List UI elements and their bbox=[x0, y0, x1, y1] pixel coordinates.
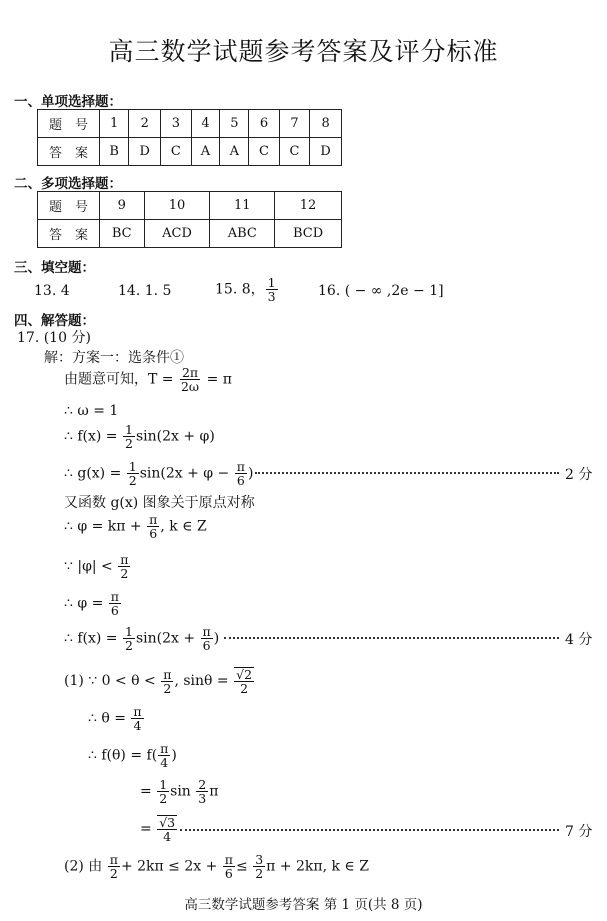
solution-plan: 解：方案一：选条件① bbox=[44, 350, 184, 366]
formula-line bbox=[64, 667, 255, 695]
fraction-numerator: 1 bbox=[159, 777, 168, 792]
fraction bbox=[266, 276, 278, 303]
fraction bbox=[157, 778, 169, 805]
formula-text: ) bbox=[171, 747, 177, 764]
formula-text: ∵ |φ| < bbox=[64, 558, 113, 575]
table-header-cell: 题 号 bbox=[38, 110, 100, 138]
formula-line bbox=[64, 590, 122, 617]
fraction bbox=[147, 513, 159, 540]
formula-line: ∴ ω = 1 bbox=[64, 403, 119, 419]
fraction-numerator: √3 bbox=[159, 815, 176, 830]
table-cell: C bbox=[161, 138, 191, 166]
table-cell: BC bbox=[100, 220, 145, 248]
section-single-choice-heading: 一、单项选择题： bbox=[14, 94, 122, 110]
formula-line bbox=[64, 423, 215, 450]
fraction-denominator: 6 bbox=[236, 473, 245, 489]
fraction-denominator: 2 bbox=[128, 473, 137, 489]
formula-text: ∴ g(x) = bbox=[64, 465, 122, 482]
formula-text: ∴ f(x) = bbox=[64, 630, 118, 647]
section-solutions-heading: 四、解答题： bbox=[14, 313, 95, 329]
formula-line bbox=[64, 853, 369, 880]
question-17-label: 17. (10 分) bbox=[17, 330, 91, 346]
formula-line bbox=[88, 742, 177, 769]
table-cell: 4 bbox=[191, 110, 220, 138]
formula-text: ) bbox=[213, 630, 220, 647]
table-row bbox=[38, 110, 342, 138]
formula-text: sin bbox=[170, 783, 191, 800]
fraction bbox=[161, 668, 173, 695]
fraction bbox=[223, 853, 235, 880]
fraction-numerator: π bbox=[110, 589, 120, 604]
formula-line bbox=[140, 778, 218, 805]
formula-line bbox=[64, 513, 207, 540]
fraction bbox=[131, 705, 143, 732]
formula-text: ∴ φ = kπ + bbox=[64, 518, 142, 535]
answer-16: 16. ( − ∞ ,2e − 1] bbox=[318, 283, 444, 299]
formula-text: (1) ∵ 0 < θ < bbox=[64, 673, 156, 690]
fraction-denominator: 3 bbox=[198, 791, 207, 807]
table-cell: 2 bbox=[129, 110, 161, 138]
dotted-leader bbox=[224, 637, 559, 639]
fraction-denominator: 2 bbox=[125, 436, 133, 452]
formula-text: sin(2x + bbox=[135, 630, 196, 647]
fraction-numerator: 1 bbox=[125, 422, 133, 437]
formula-text: ) bbox=[247, 465, 254, 482]
fraction-numerator: 2π bbox=[181, 365, 199, 380]
fraction-denominator: 6 bbox=[149, 526, 158, 542]
fraction bbox=[157, 815, 177, 843]
fraction-denominator: 4 bbox=[163, 829, 172, 845]
table-cell: D bbox=[310, 138, 342, 166]
table-cell: 7 bbox=[279, 110, 309, 138]
formula-text: + 2kπ ≤ 2x + bbox=[120, 858, 218, 875]
answer-13: 13. 4 bbox=[34, 283, 70, 299]
fraction-denominator: 2 bbox=[109, 866, 118, 882]
fraction-numerator: π bbox=[160, 741, 169, 756]
table-cell: 10 bbox=[144, 192, 210, 220]
fraction-numerator: π bbox=[163, 666, 172, 682]
formula-line bbox=[64, 625, 219, 652]
table-row bbox=[38, 220, 342, 248]
table-cell: BCD bbox=[275, 220, 342, 248]
formula-text: π + 2kπ, k ∈ Z bbox=[266, 858, 369, 875]
fraction-numerator: 1 bbox=[267, 275, 276, 290]
fraction-denominator: 6 bbox=[202, 638, 211, 654]
table-cell: D bbox=[129, 138, 161, 166]
table-cell: C bbox=[279, 138, 309, 166]
answer-14: 14. 1. 5 bbox=[118, 283, 172, 299]
formula-text: = π bbox=[206, 371, 232, 388]
table-cell: 5 bbox=[220, 110, 249, 138]
formula-text: sin(2x + φ) bbox=[135, 428, 215, 445]
fraction-numerator: π bbox=[149, 512, 158, 527]
formula-text: 由题意可知，T = bbox=[64, 371, 174, 388]
fraction-denominator: 2 bbox=[159, 791, 168, 807]
fraction-numerator: π bbox=[109, 852, 118, 867]
fraction bbox=[196, 778, 208, 805]
fraction bbox=[118, 553, 130, 580]
table-cell: 11 bbox=[210, 192, 275, 220]
table-cell: 6 bbox=[249, 110, 279, 138]
fraction bbox=[253, 853, 265, 880]
table-cell: A bbox=[220, 138, 249, 166]
formula-text: = bbox=[140, 783, 152, 800]
single-choice-table bbox=[37, 109, 342, 166]
formula-text: = bbox=[140, 821, 152, 838]
table-cell: 1 bbox=[100, 110, 129, 138]
dotted-leader bbox=[255, 472, 559, 474]
formula-line bbox=[64, 460, 253, 487]
score-label: 4 分 bbox=[565, 632, 593, 648]
fraction-denominator: 3 bbox=[267, 289, 276, 305]
fraction-denominator: 6 bbox=[224, 866, 233, 882]
fraction-denominator: 2ω bbox=[180, 379, 200, 395]
fraction-denominator: 4 bbox=[133, 718, 142, 734]
page-footer: 高三数学试题参考答案 第 1 页(共 8 页) bbox=[184, 897, 423, 913]
answer-15 bbox=[215, 276, 279, 303]
fraction-numerator: 1 bbox=[128, 459, 137, 474]
section-multi-choice-heading: 二、多项选择题： bbox=[14, 176, 122, 192]
formula-line bbox=[140, 815, 178, 843]
score-label: 7 分 bbox=[565, 824, 593, 840]
formula-text: , k ∈ Z bbox=[160, 518, 207, 535]
formula-text: (2) 由 bbox=[64, 858, 103, 875]
formula-text: ∴ f(x) = bbox=[64, 428, 118, 445]
fraction-numerator: π bbox=[224, 852, 234, 867]
fraction-denominator: 2 bbox=[120, 566, 129, 582]
page-title: 高三数学试题参考答案及评分标准 bbox=[108, 37, 499, 66]
formula-text: π bbox=[209, 783, 219, 800]
fraction-denominator: 2 bbox=[240, 681, 249, 697]
table-cell: 12 bbox=[275, 192, 342, 220]
formula-line bbox=[88, 705, 145, 732]
formula-line bbox=[64, 366, 232, 393]
fraction bbox=[127, 460, 139, 487]
fraction bbox=[109, 590, 121, 617]
fraction bbox=[108, 853, 120, 880]
table-cell: B bbox=[100, 138, 129, 166]
fraction bbox=[179, 366, 201, 393]
fraction-numerator: 3 bbox=[255, 852, 264, 867]
formula-text: ∴ φ = bbox=[64, 595, 104, 612]
fraction-numerator: π bbox=[236, 459, 245, 474]
fraction-numerator: π bbox=[133, 704, 142, 719]
fraction bbox=[201, 625, 213, 652]
formula-text: ∴ θ = bbox=[88, 710, 126, 727]
fraction bbox=[158, 742, 170, 769]
fraction-denominator: 2 bbox=[255, 866, 264, 882]
table-header-cell: 题 号 bbox=[38, 192, 100, 220]
table-cell: C bbox=[249, 138, 279, 166]
fraction-numerator: π bbox=[202, 624, 211, 639]
table-cell: 8 bbox=[310, 110, 342, 138]
formula-text: sin(2x + φ − bbox=[139, 465, 230, 482]
score-label: 2 分 bbox=[565, 467, 593, 483]
table-header-cell: 答 案 bbox=[38, 220, 100, 248]
formula-text: ∴ f(θ) = f( bbox=[88, 747, 158, 764]
table-cell: ABC bbox=[210, 220, 275, 248]
table-row bbox=[38, 138, 342, 166]
fraction bbox=[123, 423, 135, 450]
table-cell: A bbox=[191, 138, 220, 166]
answer-15-prefix: 15. 8， bbox=[215, 281, 265, 298]
formula-line: 又函数 g(x) 图象关于原点对称 bbox=[64, 495, 255, 511]
table-cell: 9 bbox=[100, 192, 145, 220]
table-row bbox=[38, 192, 342, 220]
fraction-numerator: π bbox=[120, 552, 129, 567]
fraction-denominator: 2 bbox=[125, 638, 133, 654]
fraction-numerator: 2 bbox=[198, 777, 207, 792]
fraction-denominator: 4 bbox=[160, 755, 169, 771]
fraction bbox=[235, 460, 247, 487]
fraction-denominator: 2 bbox=[163, 680, 172, 696]
fraction-numerator: 1 bbox=[125, 624, 133, 639]
formula-text: ≤ bbox=[236, 858, 248, 875]
table-cell: ACD bbox=[144, 220, 210, 248]
dotted-leader bbox=[180, 829, 559, 831]
multi-choice-table bbox=[37, 191, 342, 248]
fraction-numerator: √2 bbox=[236, 667, 253, 682]
fraction bbox=[123, 625, 135, 652]
fraction bbox=[234, 667, 254, 695]
table-cell: 3 bbox=[161, 110, 191, 138]
formula-line bbox=[64, 553, 131, 580]
section-fill-blank-heading: 三、填空题： bbox=[14, 260, 95, 276]
formula-text: , sinθ = bbox=[174, 673, 229, 690]
table-header-cell: 答 案 bbox=[38, 138, 100, 166]
fraction-denominator: 6 bbox=[110, 603, 119, 619]
